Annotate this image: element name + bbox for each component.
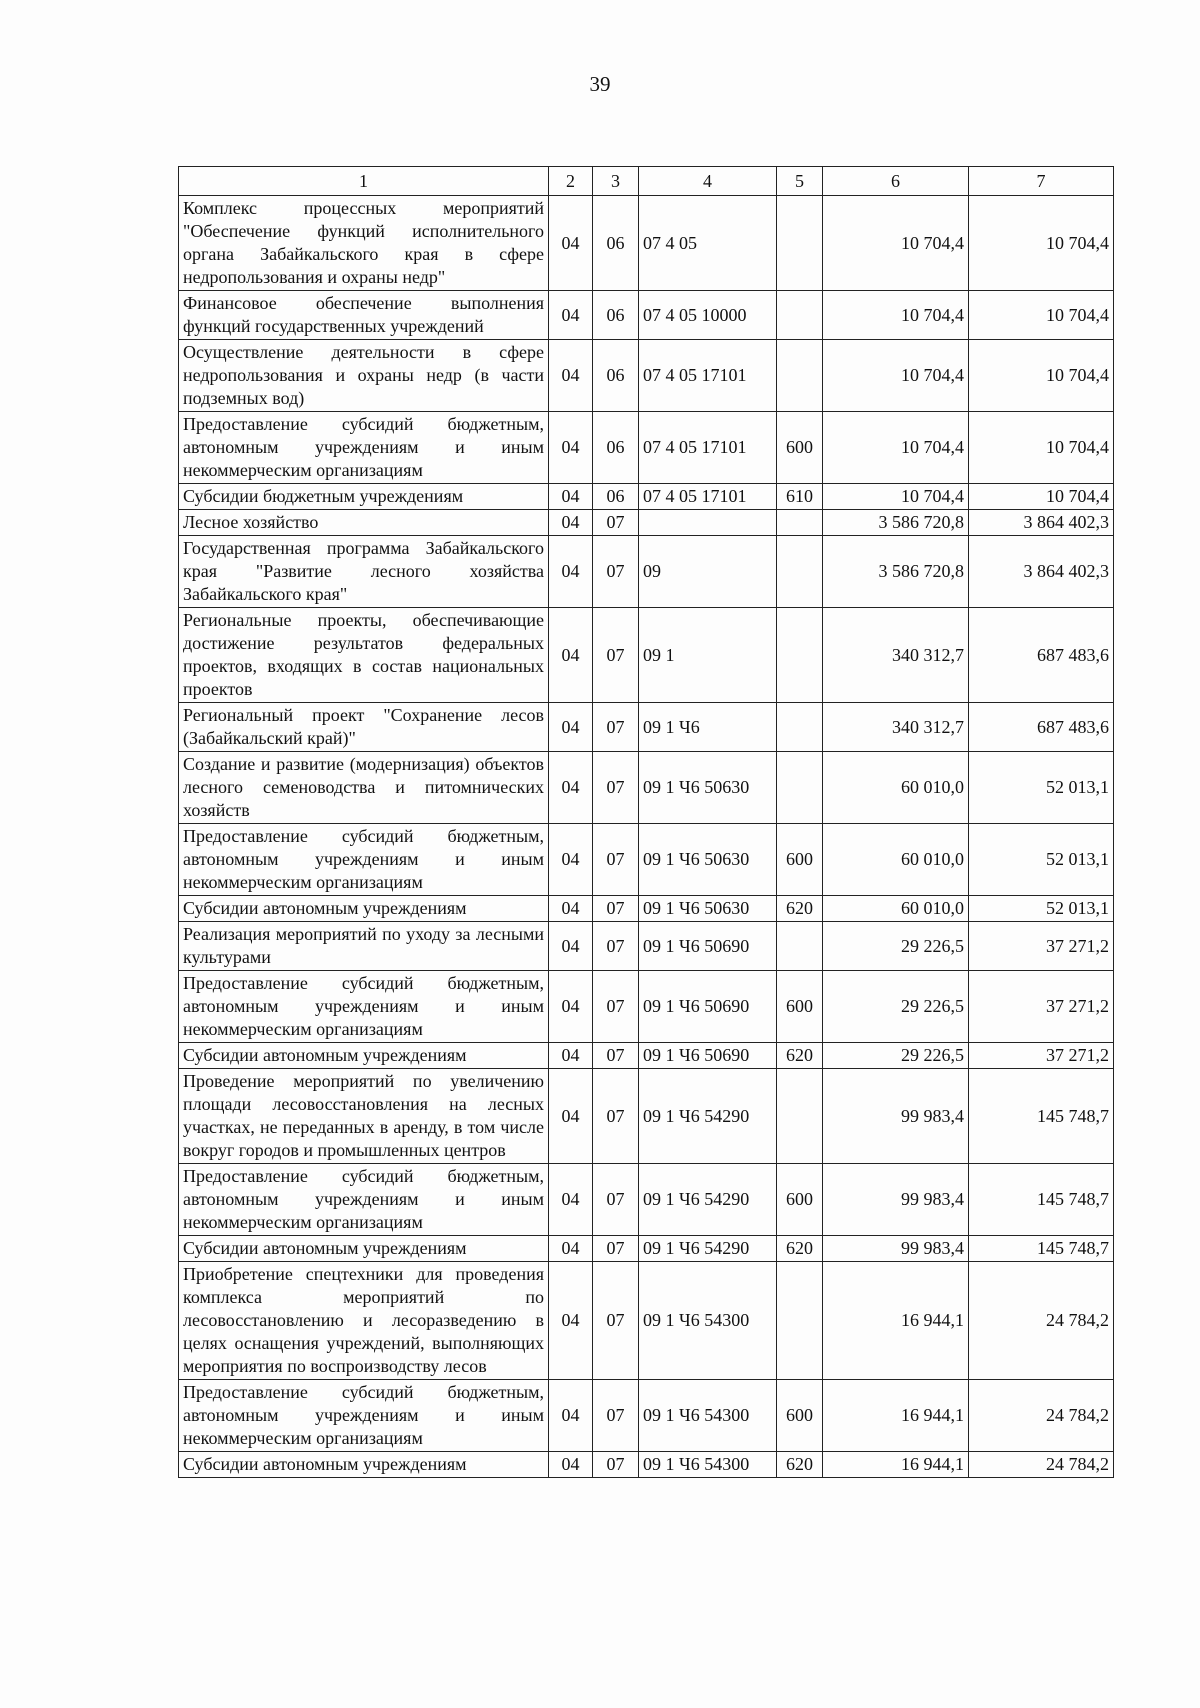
row-expense-type: 600 [777, 412, 823, 484]
row-amount-year-2: 10 704,4 [969, 291, 1114, 340]
table-row [179, 1262, 1114, 1380]
row-section: 04 [549, 340, 593, 412]
row-section: 04 [549, 824, 593, 896]
row-amount-year-2: 687 483,6 [969, 703, 1114, 752]
row-expense-type [777, 291, 823, 340]
row-subsection: 06 [593, 340, 639, 412]
row-section: 04 [549, 1380, 593, 1452]
row-expense-type [777, 1262, 823, 1380]
row-name: Создание и развитие (модернизация) объектов лесного семеноводства и питомнических хозяйств [179, 752, 549, 824]
table-row [179, 484, 1114, 510]
row-name: Комплекс процессных мероприятий "Обеспечение функций исполнительного органа Забайкальского края в сфере недропользования и охраны недр" [179, 196, 549, 291]
row-subsection: 07 [593, 510, 639, 536]
header-col-7: 7 [969, 167, 1114, 196]
row-target-code: 09 1 Ч6 [639, 703, 777, 752]
row-expense-type [777, 922, 823, 971]
row-amount-year-1: 99 983,4 [823, 1236, 969, 1262]
row-name: Субсидии бюджетным учреждениям [179, 484, 549, 510]
table-body [179, 196, 1114, 1478]
row-subsection: 07 [593, 703, 639, 752]
row-name: Приобретение спецтехники для проведения комплекса мероприятий по лесовосстановлению и лесоразведению в целях оснащения учреждений, выполняющих мероприятия по воспроизводству лесов [179, 1262, 549, 1380]
row-section: 04 [549, 922, 593, 971]
row-amount-year-2: 3 864 402,3 [969, 536, 1114, 608]
row-amount-year-2: 24 784,2 [969, 1262, 1114, 1380]
row-name: Субсидии автономным учреждениям [179, 1236, 549, 1262]
row-subsection: 07 [593, 1262, 639, 1380]
row-section: 04 [549, 1043, 593, 1069]
row-expense-type [777, 608, 823, 703]
row-amount-year-2: 37 271,2 [969, 1043, 1114, 1069]
row-amount-year-1: 16 944,1 [823, 1380, 969, 1452]
row-subsection: 07 [593, 1043, 639, 1069]
row-amount-year-2: 3 864 402,3 [969, 510, 1114, 536]
row-amount-year-2: 37 271,2 [969, 971, 1114, 1043]
row-name: Осуществление деятельности в сфере недропользования и охраны недр (в части подземных вод) [179, 340, 549, 412]
row-amount-year-1: 99 983,4 [823, 1069, 969, 1164]
row-section: 04 [549, 1262, 593, 1380]
row-section: 04 [549, 703, 593, 752]
row-name: Лесное хозяйство [179, 510, 549, 536]
row-subsection: 07 [593, 824, 639, 896]
row-subsection: 07 [593, 1380, 639, 1452]
row-target-code: 09 1 Ч6 50630 [639, 752, 777, 824]
table-row [179, 412, 1114, 484]
row-amount-year-1: 16 944,1 [823, 1262, 969, 1380]
row-expense-type [777, 752, 823, 824]
table-row [179, 1164, 1114, 1236]
row-name: Предоставление субсидий бюджетным, автономным учреждениям и иным некоммерческим организациям [179, 1380, 549, 1452]
row-target-code: 09 1 [639, 608, 777, 703]
row-name: Региональный проект "Сохранение лесов (Забайкальский край)" [179, 703, 549, 752]
row-name: Предоставление субсидий бюджетным, автономным учреждениям и иным некоммерческим организациям [179, 971, 549, 1043]
row-target-code: 07 4 05 [639, 196, 777, 291]
header-col-2: 2 [549, 167, 593, 196]
table-row [179, 703, 1114, 752]
row-expense-type: 620 [777, 896, 823, 922]
row-subsection: 06 [593, 291, 639, 340]
row-expense-type: 600 [777, 971, 823, 1043]
row-target-code: 07 4 05 17101 [639, 412, 777, 484]
row-expense-type [777, 536, 823, 608]
row-subsection: 07 [593, 1236, 639, 1262]
row-subsection: 07 [593, 1164, 639, 1236]
row-target-code: 09 1 Ч6 50690 [639, 971, 777, 1043]
row-subsection: 07 [593, 608, 639, 703]
row-amount-year-2: 145 748,7 [969, 1069, 1114, 1164]
row-target-code: 09 1 Ч6 54300 [639, 1262, 777, 1380]
row-amount-year-2: 145 748,7 [969, 1236, 1114, 1262]
row-target-code: 09 1 Ч6 54300 [639, 1452, 777, 1478]
row-expense-type: 620 [777, 1452, 823, 1478]
table-row [179, 1043, 1114, 1069]
page-number: 39 [589, 72, 611, 96]
row-section: 04 [549, 971, 593, 1043]
row-target-code: 09 1 Ч6 50630 [639, 896, 777, 922]
row-amount-year-2: 52 013,1 [969, 752, 1114, 824]
row-amount-year-1: 10 704,4 [823, 196, 969, 291]
row-target-code: 07 4 05 17101 [639, 484, 777, 510]
row-expense-type: 620 [777, 1043, 823, 1069]
row-amount-year-1: 3 586 720,8 [823, 510, 969, 536]
row-subsection: 06 [593, 412, 639, 484]
row-amount-year-2: 37 271,2 [969, 922, 1114, 971]
table-row [179, 1236, 1114, 1262]
row-amount-year-2: 52 013,1 [969, 824, 1114, 896]
row-amount-year-2: 10 704,4 [969, 340, 1114, 412]
row-target-code: 09 1 Ч6 50690 [639, 1043, 777, 1069]
row-name: Проведение мероприятий по увеличению площади лесовосстановления на лесных участках, не переданных в аренду, в том числе вокруг городов и промышленных центров [179, 1069, 549, 1164]
row-expense-type: 600 [777, 824, 823, 896]
row-target-code [639, 510, 777, 536]
table-row [179, 922, 1114, 971]
row-section: 04 [549, 196, 593, 291]
row-expense-type: 610 [777, 484, 823, 510]
row-amount-year-1: 10 704,4 [823, 412, 969, 484]
row-section: 04 [549, 1236, 593, 1262]
row-name: Предоставление субсидий бюджетным, автономным учреждениям и иным некоммерческим организациям [179, 412, 549, 484]
row-name: Предоставление субсидий бюджетным, автономным учреждениям и иным некоммерческим организациям [179, 824, 549, 896]
row-subsection: 07 [593, 922, 639, 971]
row-amount-year-1: 60 010,0 [823, 896, 969, 922]
row-expense-type [777, 1069, 823, 1164]
row-expense-type: 620 [777, 1236, 823, 1262]
row-expense-type [777, 340, 823, 412]
row-amount-year-2: 10 704,4 [969, 196, 1114, 291]
row-expense-type: 600 [777, 1164, 823, 1236]
row-name: Государственная программа Забайкальского края "Развитие лесного хозяйства Забайкальского края" [179, 536, 549, 608]
row-section: 04 [549, 412, 593, 484]
table-row [179, 896, 1114, 922]
row-section: 04 [549, 608, 593, 703]
row-amount-year-1: 3 586 720,8 [823, 536, 969, 608]
row-expense-type [777, 196, 823, 291]
row-amount-year-1: 10 704,4 [823, 291, 969, 340]
row-amount-year-1: 10 704,4 [823, 340, 969, 412]
header-col-3: 3 [593, 167, 639, 196]
row-subsection: 07 [593, 1069, 639, 1164]
row-section: 04 [549, 536, 593, 608]
row-name: Реализация мероприятий по уходу за лесными культурами [179, 922, 549, 971]
row-subsection: 07 [593, 971, 639, 1043]
row-section: 04 [549, 1452, 593, 1478]
table-row [179, 608, 1114, 703]
table-row [179, 1452, 1114, 1478]
table-row [179, 824, 1114, 896]
row-name: Финансовое обеспечение выполнения функций государственных учреждений [179, 291, 549, 340]
row-name: Региональные проекты, обеспечивающие достижение результатов федеральных проектов, входящих в состав национальных проектов [179, 608, 549, 703]
row-amount-year-1: 340 312,7 [823, 703, 969, 752]
row-amount-year-2: 10 704,4 [969, 412, 1114, 484]
row-subsection: 07 [593, 536, 639, 608]
table-row [179, 971, 1114, 1043]
row-target-code: 09 1 Ч6 54300 [639, 1380, 777, 1452]
row-name: Субсидии автономным учреждениям [179, 1452, 549, 1478]
header-col-1: 1 [179, 167, 549, 196]
row-amount-year-1: 29 226,5 [823, 1043, 969, 1069]
row-subsection: 06 [593, 484, 639, 510]
table-row [179, 340, 1114, 412]
row-section: 04 [549, 510, 593, 536]
row-name: Предоставление субсидий бюджетным, автономным учреждениям и иным некоммерческим организациям [179, 1164, 549, 1236]
row-target-code: 09 1 Ч6 50630 [639, 824, 777, 896]
row-amount-year-1: 99 983,4 [823, 1164, 969, 1236]
header-col-4: 4 [639, 167, 777, 196]
row-subsection: 07 [593, 1452, 639, 1478]
header-col-5: 5 [777, 167, 823, 196]
row-expense-type [777, 703, 823, 752]
row-subsection: 06 [593, 196, 639, 291]
row-expense-type [777, 510, 823, 536]
row-name: Субсидии автономным учреждениям [179, 896, 549, 922]
header-col-6: 6 [823, 167, 969, 196]
row-amount-year-1: 16 944,1 [823, 1452, 969, 1478]
row-subsection: 07 [593, 752, 639, 824]
table-row [179, 1380, 1114, 1452]
table-row [179, 510, 1114, 536]
row-expense-type: 600 [777, 1380, 823, 1452]
row-target-code: 09 1 Ч6 54290 [639, 1069, 777, 1164]
row-target-code: 09 1 Ч6 50690 [639, 922, 777, 971]
row-amount-year-1: 60 010,0 [823, 824, 969, 896]
row-section: 04 [549, 484, 593, 510]
row-amount-year-1: 29 226,5 [823, 971, 969, 1043]
row-amount-year-2: 687 483,6 [969, 608, 1114, 703]
row-target-code: 09 1 Ч6 54290 [639, 1164, 777, 1236]
table-row [179, 1069, 1114, 1164]
table-row [179, 291, 1114, 340]
table-row [179, 536, 1114, 608]
row-target-code: 09 1 Ч6 54290 [639, 1236, 777, 1262]
row-amount-year-1: 60 010,0 [823, 752, 969, 824]
row-section: 04 [549, 896, 593, 922]
row-section: 04 [549, 752, 593, 824]
row-target-code: 07 4 05 17101 [639, 340, 777, 412]
row-subsection: 07 [593, 896, 639, 922]
header-row [179, 167, 1114, 196]
row-amount-year-1: 10 704,4 [823, 484, 969, 510]
row-target-code: 07 4 05 10000 [639, 291, 777, 340]
row-amount-year-2: 10 704,4 [969, 484, 1114, 510]
row-section: 04 [549, 291, 593, 340]
row-name: Субсидии автономным учреждениям [179, 1043, 549, 1069]
table-row [179, 196, 1114, 291]
budget-table [178, 166, 1114, 1478]
row-amount-year-1: 29 226,5 [823, 922, 969, 971]
row-amount-year-2: 24 784,2 [969, 1452, 1114, 1478]
row-amount-year-2: 24 784,2 [969, 1380, 1114, 1452]
row-target-code: 09 [639, 536, 777, 608]
row-section: 04 [549, 1069, 593, 1164]
table-row [179, 752, 1114, 824]
row-amount-year-2: 145 748,7 [969, 1164, 1114, 1236]
row-amount-year-1: 340 312,7 [823, 608, 969, 703]
row-section: 04 [549, 1164, 593, 1236]
row-amount-year-2: 52 013,1 [969, 896, 1114, 922]
